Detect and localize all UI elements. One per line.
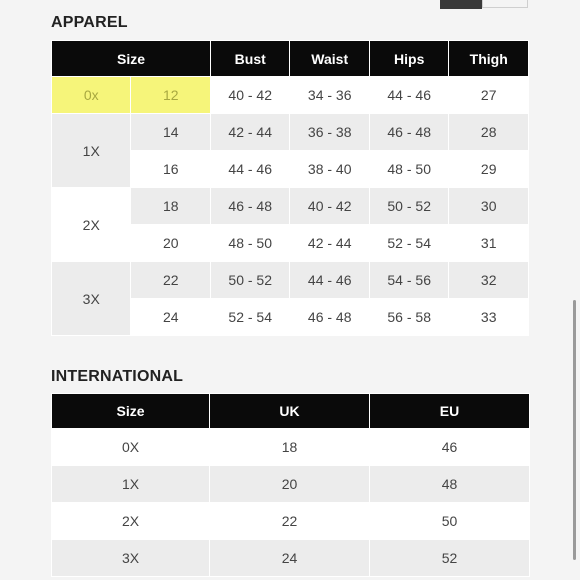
bust-cell: 48 - 50 — [211, 225, 289, 261]
size-number: 24 — [131, 299, 210, 335]
tab-selected[interactable] — [440, 0, 482, 9]
waist-cell: 34 - 36 — [290, 77, 368, 113]
tab-unselected[interactable] — [482, 0, 528, 8]
thigh-cell: 32 — [449, 262, 528, 298]
size-cell: 1X — [52, 466, 209, 502]
international-title: INTERNATIONAL — [51, 368, 184, 385]
table-row — [52, 77, 528, 113]
waist-cell: 38 - 40 — [290, 151, 368, 187]
size-label: 0x — [52, 77, 130, 113]
thigh-cell: 30 — [449, 188, 528, 224]
header-eu: EU — [370, 394, 529, 428]
waist-cell: 46 - 48 — [290, 299, 368, 335]
thigh-cell: 31 — [449, 225, 528, 261]
table-row — [52, 540, 529, 576]
bust-cell: 40 - 42 — [211, 77, 289, 113]
header-thigh: Thigh — [449, 41, 528, 76]
size-cell: 0X — [52, 429, 209, 465]
header-size: Size — [52, 394, 209, 428]
size-cell: 2X — [52, 503, 209, 539]
header-hips: Hips — [370, 41, 448, 76]
table-row — [52, 466, 529, 502]
thigh-cell: 29 — [449, 151, 528, 187]
hips-cell: 46 - 48 — [370, 114, 448, 150]
apparel-size-table — [51, 40, 529, 336]
eu-cell: 52 — [370, 540, 529, 576]
international-size-table — [51, 393, 530, 577]
bust-cell: 52 - 54 — [211, 299, 289, 335]
waist-cell: 40 - 42 — [290, 188, 368, 224]
size-number: 18 — [131, 188, 210, 224]
size-number: 14 — [131, 114, 210, 150]
size-number: 20 — [131, 225, 210, 261]
top-tab-bar — [440, 0, 528, 9]
hips-cell: 52 - 54 — [370, 225, 448, 261]
uk-cell: 24 — [210, 540, 369, 576]
hips-cell: 56 - 58 — [370, 299, 448, 335]
size-label: 2X — [52, 188, 130, 261]
table-row — [52, 114, 528, 150]
header-uk: UK — [210, 394, 369, 428]
international-header-row — [52, 394, 529, 428]
table-row — [52, 503, 529, 539]
size-number: 22 — [131, 262, 210, 298]
waist-cell: 42 - 44 — [290, 225, 368, 261]
waist-cell: 44 - 46 — [290, 262, 368, 298]
apparel-title: APPAREL — [51, 14, 128, 31]
thigh-cell: 33 — [449, 299, 528, 335]
hips-cell: 54 - 56 — [370, 262, 448, 298]
uk-cell: 20 — [210, 466, 369, 502]
thigh-cell: 28 — [449, 114, 528, 150]
table-row — [52, 188, 528, 224]
hips-cell: 50 - 52 — [370, 188, 448, 224]
bust-cell: 44 - 46 — [211, 151, 289, 187]
hips-cell: 44 - 46 — [370, 77, 448, 113]
eu-cell: 50 — [370, 503, 529, 539]
size-label: 1X — [52, 114, 130, 187]
header-bust: Bust — [211, 41, 289, 76]
header-waist: Waist — [290, 41, 368, 76]
thigh-cell: 27 — [449, 77, 528, 113]
size-number: 16 — [131, 151, 210, 187]
hips-cell: 48 - 50 — [370, 151, 448, 187]
apparel-header-row — [52, 41, 528, 76]
bust-cell: 50 - 52 — [211, 262, 289, 298]
bust-cell: 46 - 48 — [211, 188, 289, 224]
table-row — [52, 429, 529, 465]
size-cell: 3X — [52, 540, 209, 576]
uk-cell: 22 — [210, 503, 369, 539]
scrollbar[interactable] — [573, 300, 576, 560]
size-label: 3X — [52, 262, 130, 335]
bust-cell: 42 - 44 — [211, 114, 289, 150]
eu-cell: 48 — [370, 466, 529, 502]
waist-cell: 36 - 38 — [290, 114, 368, 150]
table-row — [52, 262, 528, 298]
size-number: 12 — [131, 77, 210, 113]
header-size: Size — [52, 41, 210, 76]
eu-cell: 46 — [370, 429, 529, 465]
uk-cell: 18 — [210, 429, 369, 465]
